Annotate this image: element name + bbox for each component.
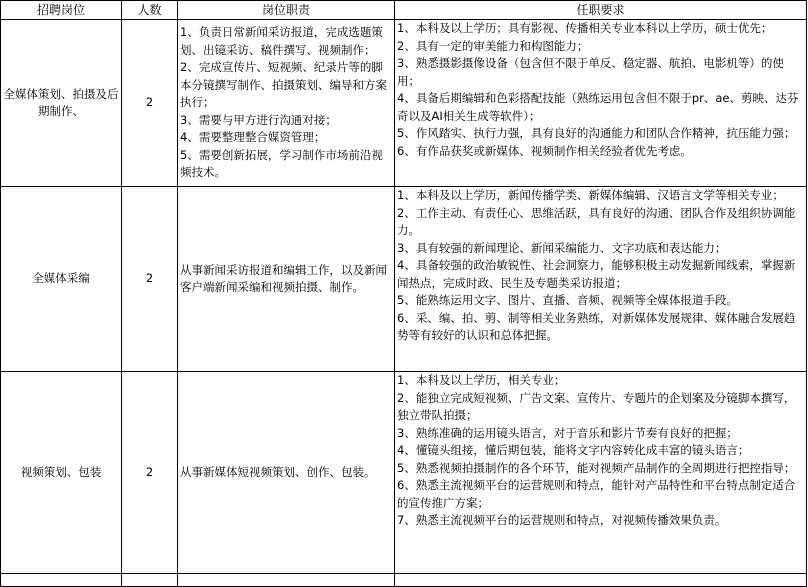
requirement-item: 2、具有一定的审美能力和构图能力； bbox=[397, 38, 589, 53]
duty-item: 1、负责日常新闻采访报道，完成选题策划、出镜采访、稿件撰写、视频制作； bbox=[180, 25, 383, 57]
header-duties: 岗位职责 bbox=[178, 1, 395, 20]
requirements-cell bbox=[395, 20, 807, 187]
count-cell bbox=[122, 372, 178, 574]
duty-item: 2、完成宣传片、短视频、纪录片等的脚本分镜撰写制作、拍摄策划、编导和方案执行； bbox=[180, 60, 387, 110]
duty-item: 从事新媒体短视频策划、创作、包装。 bbox=[180, 464, 376, 479]
table-row-partial bbox=[1, 574, 807, 587]
table-row bbox=[1, 187, 807, 372]
count-cell bbox=[122, 20, 178, 187]
count-cell bbox=[122, 574, 178, 587]
duties-cell bbox=[178, 372, 395, 574]
requirements-cell bbox=[395, 187, 807, 372]
requirement-item: 2、工作主动、有责任心、思维活跃，具有良好的沟通、团队合作及组织协调能力。 bbox=[397, 205, 796, 237]
position-name: 视频策划、包装 bbox=[20, 464, 102, 479]
table-row bbox=[1, 372, 807, 574]
duty-item: 3、需要与甲方进行沟通对接； bbox=[180, 112, 337, 127]
requirement-item: 4、具备后期编辑和色彩搭配技能（熟练运用包含但不限于pr、ae、剪映、达芬奇以及AI相关生成等软件）； bbox=[397, 91, 799, 123]
requirement-item: 6、有作品获奖或新媒体、视频制作相关经验者优先考虑。 bbox=[397, 143, 692, 158]
header-count: 人数 bbox=[122, 1, 178, 20]
requirement-item: 5、作风踏实、执行力强，具有良好的沟通能力和团队合作精神，抗压能力强； bbox=[397, 126, 796, 140]
requirements-cell bbox=[395, 574, 807, 587]
requirements-cell bbox=[395, 372, 807, 574]
requirement-item: 5、熟悉视频拍摄制作的各个环节，能对视频产品制作的全周期进行把控指导； bbox=[397, 460, 796, 475]
duties-cell bbox=[178, 20, 395, 187]
duty-item: 从事新闻采访报道和编辑工作，以及新闻客户端新闻采编和视频拍摄、制作。 bbox=[180, 262, 387, 294]
headcount: 2 bbox=[145, 464, 154, 479]
requirement-item: 6、熟悉主流视频平台的运营规则和特点，能针对产品特性和平台特点制定适合的宣传推广方案； bbox=[397, 478, 796, 510]
position-name: 全媒体策划、拍摄及后期制作、 bbox=[3, 86, 119, 118]
headcount: 2 bbox=[145, 95, 154, 110]
requirement-item: 3、具有较强的新闻理论、新闻采编能力、文字功底和表达能力； bbox=[397, 240, 727, 255]
duty-item: 5、需要创新拓展，学习制作市场前沿视频技术。 bbox=[180, 147, 383, 180]
position-name: 全媒体采编 bbox=[32, 271, 90, 286]
table-row bbox=[1, 20, 807, 187]
headcount: 2 bbox=[145, 271, 154, 286]
duties-cell bbox=[178, 574, 395, 587]
position-cell bbox=[1, 20, 122, 187]
requirement-item: 5、能熟练运用文字、图片、直播、音频、视频等全媒体报道手段。 bbox=[397, 293, 738, 307]
header-row bbox=[1, 1, 807, 20]
requirement-item: 1、本科及以上学历，相关专业； bbox=[397, 373, 566, 387]
position-cell bbox=[1, 187, 122, 372]
requirement-item: 1、本科及以上学历；具有影视、传播相关专业本科以上学历，硕士优先； bbox=[397, 21, 773, 35]
requirement-item: 3、熟悉摄影摄像设备（包含但不限于单反、稳定器、航拍、电影机等）的使用； bbox=[397, 56, 784, 88]
duties-cell bbox=[178, 187, 395, 372]
header-requirements: 任职要求 bbox=[395, 1, 807, 20]
requirement-item: 7、熟悉主流视频平台的运营规则和特点，对视频传播效果负责。 bbox=[397, 513, 727, 527]
position-cell bbox=[1, 574, 122, 587]
requirement-item: 2、能独立完成短视频、广告文案、宣传片、专题片的企划案及分镜脚本撰写，独立带队拍摄； bbox=[397, 390, 796, 422]
requirement-item: 1、本科及以上学历，新闻传播学类、新媒体编辑、汉语言文学等相关专业； bbox=[397, 188, 784, 202]
header-position: 招聘岗位 bbox=[1, 1, 122, 20]
duty-item: 4、需要整理整合媒资管理； bbox=[180, 130, 326, 145]
count-cell bbox=[122, 187, 178, 372]
requirement-item: 4、懂镜头组接，懂后期包装，能将文字内容转化成丰富的镜头语言； bbox=[397, 443, 750, 457]
requirement-item: 4、具备较强的政治敏锐性、社会洞察力，能够积极主动发掘新闻线索，掌握新闻热点，完成时政、民生及专题类采访报道； bbox=[397, 258, 796, 290]
requirement-item: 6、采、编、拍、剪、制等相关业务熟练，对新媒体发展规律、媒体融合发展趋势等有较好的认识和总体把握。 bbox=[397, 310, 796, 342]
position-cell bbox=[1, 372, 122, 574]
requirement-item: 3、熟练准确的运用镜头语言，对于音乐和影片节奏有良好的把握； bbox=[397, 425, 738, 440]
